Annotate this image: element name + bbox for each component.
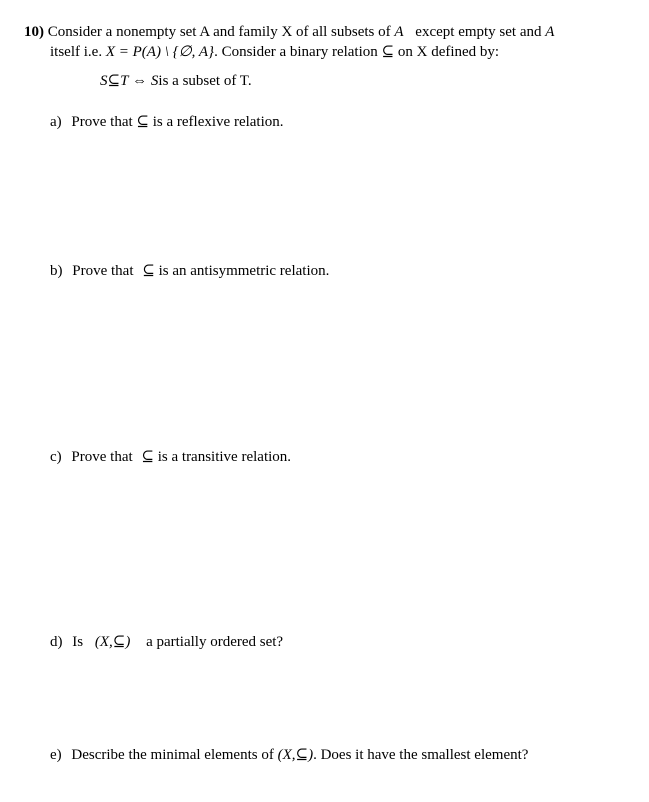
relation-symbol: ⊆ <box>141 449 154 465</box>
part-text-b: is a transitive relation. <box>157 449 292 465</box>
math-def-eq: = P(A) \ {∅, A} <box>118 44 215 60</box>
problem-number: 10) <box>24 24 44 40</box>
math-var-a-2: A <box>545 24 555 40</box>
math-def-s: S <box>100 73 108 89</box>
problem-intro-b: except empty set and <box>415 24 542 40</box>
problem-itself: itself i.e. <box>50 44 103 60</box>
relation-definition <box>100 72 252 90</box>
problem-line-2 <box>50 43 499 61</box>
part-b <box>50 262 329 280</box>
part-e <box>50 746 528 764</box>
math-poset: (X,⊆) <box>94 634 131 650</box>
part-text-a: Prove that <box>72 263 134 279</box>
part-label: a) <box>50 114 62 130</box>
part-a <box>50 113 284 131</box>
math-var-a: A <box>394 24 404 40</box>
part-text-a: Describe the minimal elements of <box>71 747 274 763</box>
definition-text: is a subset of T. <box>158 73 252 89</box>
problem-intro-c: . Consider a binary relation <box>214 44 378 60</box>
math-def-iff: ⇔ <box>132 73 148 89</box>
part-text-a: Is <box>72 634 84 650</box>
part-c <box>50 448 291 466</box>
part-label: b) <box>50 263 63 279</box>
part-label: c) <box>50 449 62 465</box>
math-poset: (X,⊆) <box>277 747 314 763</box>
relation-symbol: ⊆ <box>136 114 149 130</box>
problem-intro-d: on X defined by: <box>397 44 500 60</box>
math-def-t: T <box>120 73 129 89</box>
problem-intro-a: Consider a nonempty set A and family X of all subsets of <box>47 24 391 40</box>
part-text-b: . Does it have the smallest element? <box>313 747 529 763</box>
part-text-b: is an antisymmetric relation. <box>158 263 330 279</box>
part-text-b: is a reflexive relation. <box>152 114 284 130</box>
part-label: d) <box>50 634 63 650</box>
part-text-a: Prove that <box>71 449 133 465</box>
part-text-b: a partially ordered set? <box>146 634 284 650</box>
relation-symbol: ⊆ <box>142 263 155 279</box>
part-d <box>50 633 283 651</box>
math-def-x: X <box>105 44 115 60</box>
math-def-subset: ⊆ <box>107 73 121 89</box>
part-text-a: Prove that <box>71 114 133 130</box>
problem-line-1 <box>24 23 554 41</box>
relation-symbol: ⊆ <box>381 44 395 60</box>
part-label: e) <box>50 747 62 763</box>
math-def-s-2: S <box>150 73 159 89</box>
